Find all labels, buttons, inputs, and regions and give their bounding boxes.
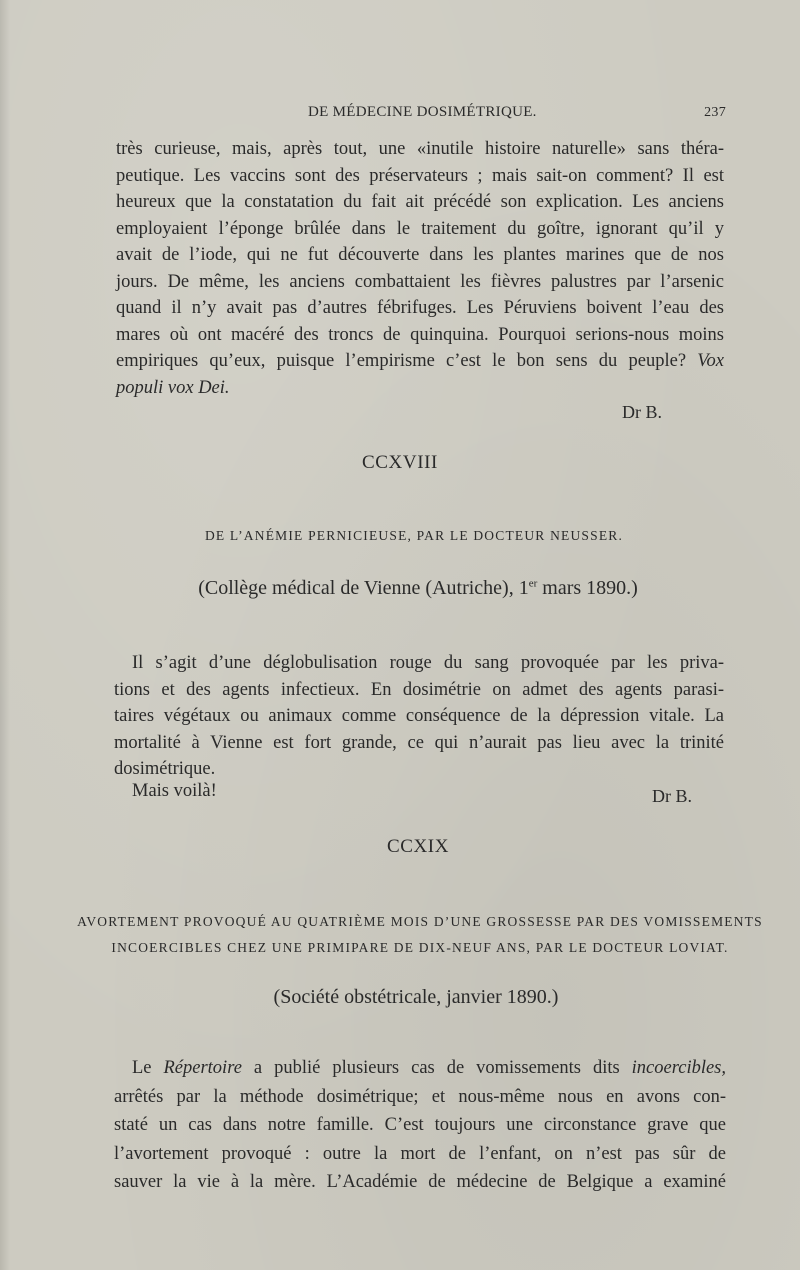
page-edge-shadow (0, 0, 10, 1270)
superscript: er (528, 577, 538, 590)
article-body (114, 1054, 726, 1197)
italic-term: incoercibles, (631, 1058, 727, 1078)
latin-phrase-start: Vox (697, 351, 724, 371)
signature: Dr B. (652, 786, 692, 806)
source-text: mars 1890.) (537, 577, 638, 599)
running-head (0, 104, 800, 124)
article-title: DE L’ANÉMIE PERNICIEUSE, PAR LE DOCTEUR NEUSSER. (204, 528, 624, 543)
text-line: avait de l’iode, qui ne fut découverte dans les plantes marines que de nos (116, 245, 724, 265)
article-source (18, 577, 800, 600)
running-head-title: DE MÉDECINE DOSIMÉTRIQUE. (308, 104, 537, 120)
latin-phrase-end: populi vox Dei. (116, 377, 230, 398)
text-line: Il s’agit d’une déglobulisation rouge du sang provoquée par les priva- (132, 653, 724, 673)
text-line: peutique. Les vaccins sont des préservateurs ; mais sait-on comment? Il est (116, 165, 724, 186)
text-line: heureux que la constatation du fait ait précédé son explication. Les anciens (116, 192, 724, 212)
text-line: arrêtés par la méthode dosimétrique; et nous-même nous en avons con- (114, 1086, 726, 1107)
article-body (114, 650, 724, 783)
page-number: 237 (704, 105, 726, 120)
article-title-line: AVORTEMENT PROVOQUÉ AU QUATRIÈME MOIS D’UNE GROSSESSE PAR DES VOMISSEMENTS (77, 914, 763, 929)
text-line: quand il n’y avait pas d’autres fébrifuges. Les Péruviens boivent l’eau des (116, 298, 724, 318)
text-line (116, 375, 724, 402)
text-line: sauver la vie à la mère. L’Académie de médecine de Belgique a examiné (114, 1172, 726, 1192)
journal-title: Répertoire (163, 1058, 242, 1078)
text-line: taires végétaux ou animaux comme conséquence de la dépression vitale. La (114, 706, 724, 726)
text-line: très curieuse, mais, après tout, une «inutile histoire naturelle» sans théra- (116, 139, 724, 159)
text-fragment: Le (132, 1058, 152, 1078)
text-line: mortalité à Vienne est fort grande, ce qui n’aurait pas lieu avec la trinité (114, 732, 724, 753)
text-line: l’avortement provoqué : outre la mort de l’enfant, on n’est pas sûr de (114, 1143, 726, 1164)
closing-remark: Mais voilà! (132, 781, 217, 801)
text-line: dosimétrique. (114, 759, 216, 779)
text-line-with-italics (114, 1054, 726, 1083)
text-line-with-latin (116, 348, 724, 375)
article-number: CCXIX (386, 836, 450, 857)
article-source: (Société obstétricale, janvier 1890.) (273, 986, 559, 1008)
text-line: mares où ont macéré des troncs de quinquina. Pourquoi serions-nous moins (116, 324, 724, 345)
text-line: employaient l’éponge brûlée dans le traitement du goître, ignorant qu’il y (116, 218, 724, 239)
text-fragment: empiriques qu’eux, puisque l’empirisme c’est le bon sens du peuple? (116, 351, 687, 371)
text-line: tions et des agents infectieux. En dosimétrie on admet des agents parasi- (114, 679, 724, 700)
text-line: staté un cas dans notre famille. C’est toujours une circonstance grave que (114, 1115, 726, 1135)
source-text: (Collège médical de Vienne (Autriche), 1 (198, 577, 529, 599)
article-title-line: INCOERCIBLES CHEZ UNE PRIMIPARE DE DIX-NEUF ANS, PAR LE DOCTEUR LOVIAT. (111, 940, 729, 955)
article-number: CCXVIII (362, 452, 438, 473)
intro-paragraph (116, 136, 724, 401)
text-line: jours. De même, les anciens combattaient les fièvres palustres par l’arsenic (116, 271, 724, 292)
text-fragment: a publié plusieurs cas de vomissements dits (253, 1058, 620, 1078)
signature: Dr B. (622, 402, 662, 422)
